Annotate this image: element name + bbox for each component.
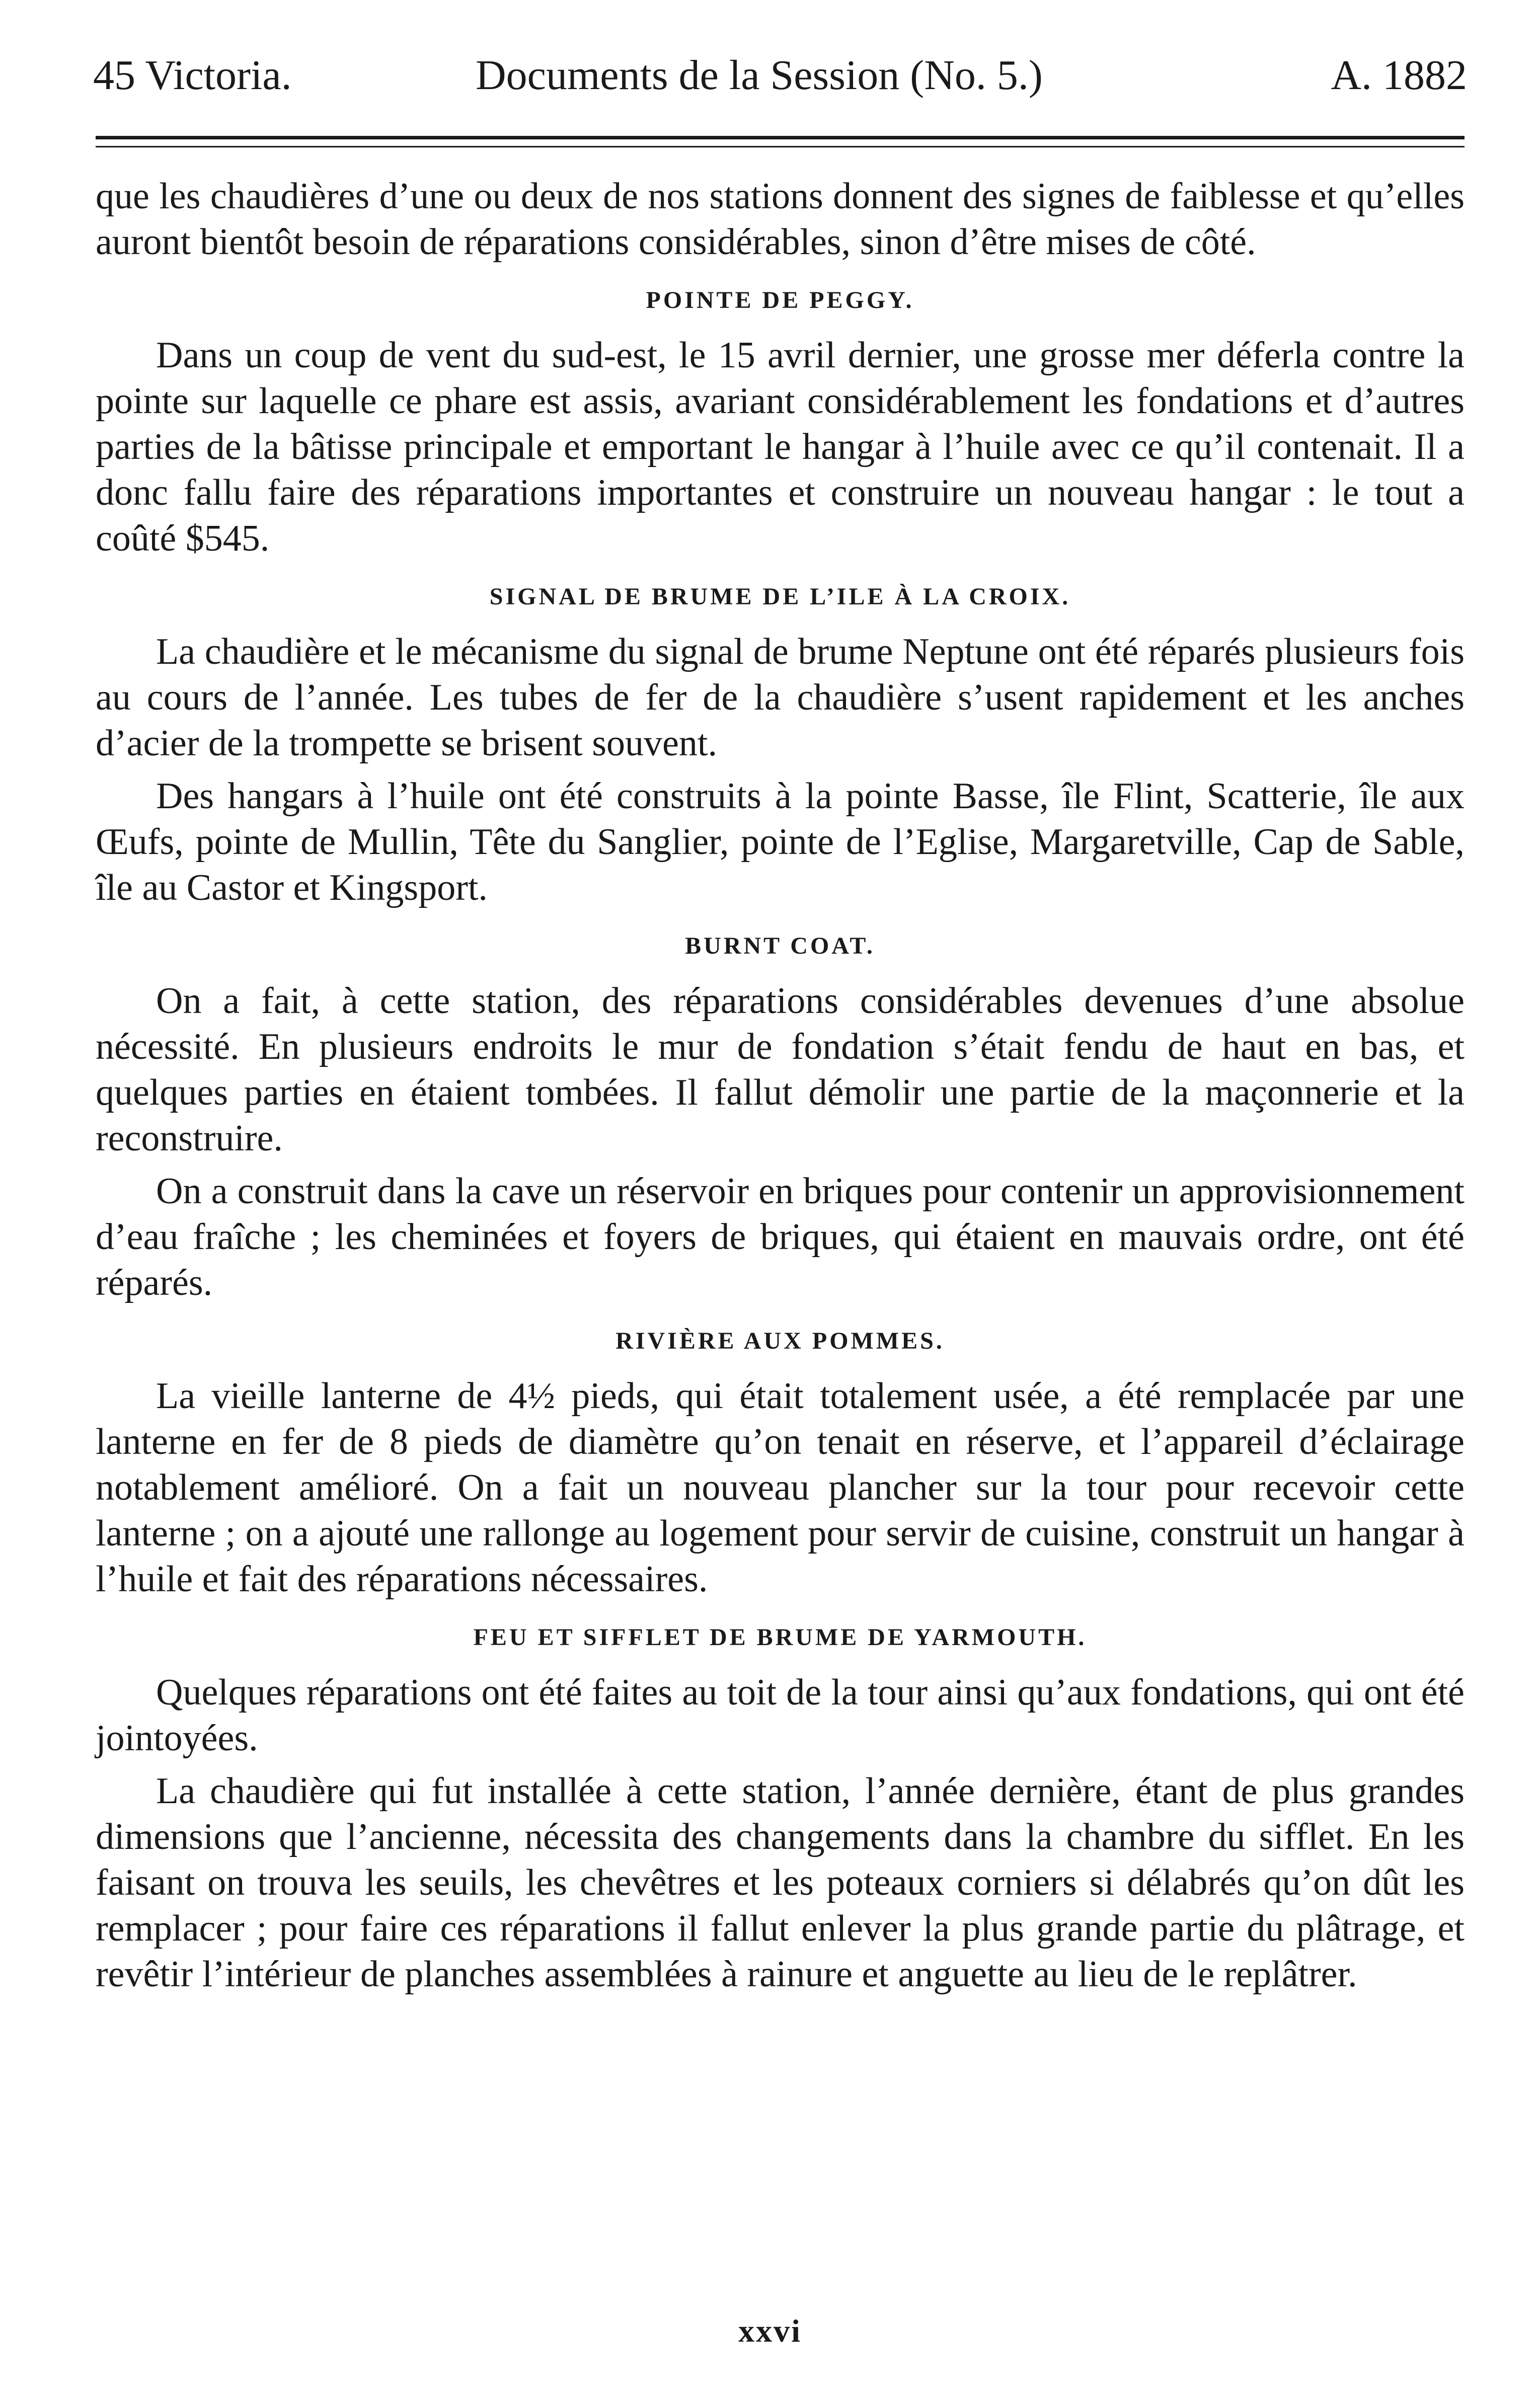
section-heading-signal-ile-croix: SIGNAL DE BRUME DE L’ILE À LA CROIX. xyxy=(489,583,1071,610)
paragraph-continued: que les chaudières d’une ou deux de nos stations donnent des signes de faiblesse et qu’elles auront bientôt besoin de réparations considérables, sinon d’être mises de côté. xyxy=(96,176,1465,263)
paragraph-burnt-coat-reservoir: On a construit dans la cave un réservoir en briques pour contenir un approvisionnement d’eau fraîche ; les cheminées et foyers de briques, qui étaient en mauvais ordre, ont été réparés. xyxy=(96,1171,1465,1303)
paragraph-hangars-huile: Des hangars à l’huile ont été construits à la pointe Basse, île Flint, Scatterie, île aux Œufs, pointe de Mullin, Tête du Sanglier, pointe de l’Eglise, Margaretville, Cap de Sable, île au Castor et Kingsport. xyxy=(96,776,1465,908)
running-header xyxy=(93,48,1467,103)
paragraph-pointe-de-peggy: Dans un coup de vent du sud-est, le 15 avril dernier, une grosse mer déferla contre la pointe sur laquelle ce phare est assis, avariant considérablement les fondations et d’autres parties de la bâtisse principale et emportant le hangar à l’huile avec ce qu’il contenait. Il a donc fallu faire des réparations importantes et construire un nouveau hangar : le tout a coûté $545. xyxy=(96,335,1465,559)
section-heading-yarmouth: FEU ET SIFFLET DE BRUME DE YARMOUTH. xyxy=(473,1624,1087,1651)
header-center-title: Documents de la Session (No. 5.) xyxy=(476,52,1043,99)
header-rule-thin xyxy=(96,146,1465,147)
header-rule-thick xyxy=(96,136,1465,139)
paragraph-riviere-aux-pommes: La vieille lanterne de 4½ pieds, qui était totalement usée, a été remplacée par une lanterne en fer de 8 pieds de diamètre qu’on tenait en réserve, et l’appareil d’éclairage notablement amélioré. On a fait un nouveau plancher sur la tour pour recevoir cette lanterne ; on a ajouté une rallonge au logement pour servir de cuisine, construit un hangar à l’huile et fait des réparations nécessaires. xyxy=(96,1375,1465,1600)
paragraph-chaudiere-neptune: La chaudière et le mécanisme du signal de brume Neptune ont été réparés plusieurs fois au cours de l’année. Les tubes de fer de la chaudière s’usent rapidement et les anches d’acier de la trompette se brisent souvent. xyxy=(96,631,1465,764)
paragraph-yarmouth-chaudiere: La chaudière qui fut installée à cette station, l’année dernière, étant de plus grandes dimensions que l’ancienne, nécessita des changements dans la chambre du sifflet. En les faisant on trouva les seuils, les chevêtres et les poteaux corniers si délabrés qu’on dût les remplacer ; pour faire ces réparations il fallut enlever la plus grande partie du plâtrage, et revêtir l’intérieur de planches assemblées à rainure et anguette au lieu de le replâtrer. xyxy=(96,1770,1465,1995)
header-left-volume: 45 Victoria. xyxy=(93,52,292,99)
section-heading-burnt-coat: BURNT COAT. xyxy=(685,933,875,959)
section-heading-pointe-de-peggy: POINTE DE PEGGY. xyxy=(646,287,914,314)
body-text xyxy=(96,174,1465,2004)
header-right-year: A. 1882 xyxy=(1331,52,1467,99)
page-number: xxvi xyxy=(738,2313,802,2349)
paragraph-yarmouth-toit: Quelques réparations ont été faites au toit de la tour ainsi qu’aux fondations, qui ont été jointoyées. xyxy=(96,1672,1465,1759)
paragraph-burnt-coat-fondation: On a fait, à cette station, des réparations considérables devenues d’une absolue nécessité. En plusieurs endroits le mur de fondation s’était fendu de haut en bas, et quelques parties en étaient tombées. Il fallut démolir une partie de la maçonnerie et la reconstruire. xyxy=(96,980,1465,1159)
section-heading-riviere-aux-pommes: RIVIÈRE AUX POMMES. xyxy=(615,1328,945,1354)
